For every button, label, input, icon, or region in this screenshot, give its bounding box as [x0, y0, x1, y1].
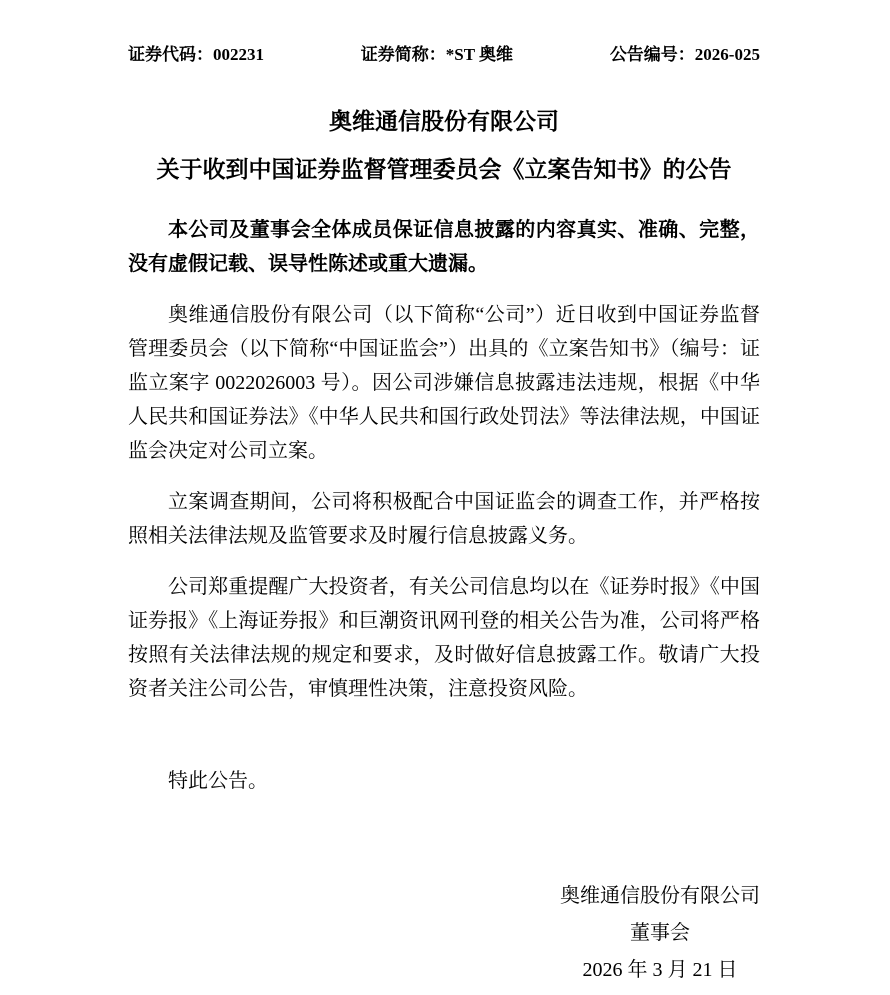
- body-paragraph-investor-notice: 公司郑重提醒广大投资者，有关公司信息均以在《证券时报》《中国证券报》《上海证券报》和巨潮资讯网刊登的相关公告为准，公司将严格按照有关法律法规的规定和要求，及时做好信息披露工作。敬请广大投资者关注公司公告，审慎理性决策，注意投资风险。: [128, 576, 760, 700]
- statement-paragraph: 本公司及董事会全体成员保证信息披露的内容真实、准确、完整，没有虚假记载、误导性陈述或重大遗漏。: [128, 219, 760, 275]
- body-paragraph-cooperation: 立案调查期间，公司将积极配合中国证监会的调查工作，并严格按照相关法律法规及监管要求及时履行信息披露义务。: [128, 491, 760, 547]
- body-paragraph-filing: 奥维通信股份有限公司（以下简称“公司”）近日收到中国证券监督管理委员会（以下简称“中国证监会”）出具的《立案告知书》（编号：证监立案字 0022026003 号）。因公司涉嫌信息披露违法违规，根据《中华人民共和国证券法》《中华人民共和国行政处罚法》等法律法规，中国证监会决定对公司立案。: [128, 304, 760, 462]
- signature-company: 奥维通信股份有限公司: [560, 885, 760, 907]
- signature-date: 2026 年 3 月 21 日: [582, 959, 738, 981]
- announcement-title: 关于收到中国证券监督管理委员会《立案告知书》的公告: [156, 156, 732, 182]
- document-header: [128, 45, 760, 65]
- company-title: 奥维通信股份有限公司: [329, 108, 559, 134]
- stock-code-label: 证券代码：002231: [128, 45, 264, 64]
- document-body: [128, 213, 760, 989]
- signature-board: 董事会: [630, 922, 690, 944]
- closing-paragraph: 特此公告。: [168, 770, 268, 792]
- stock-name-label: 证券简称：*ST 奥维: [360, 45, 514, 64]
- signature-block: [560, 878, 760, 989]
- announcement-number-label: 公告编号：2026-025: [609, 45, 760, 64]
